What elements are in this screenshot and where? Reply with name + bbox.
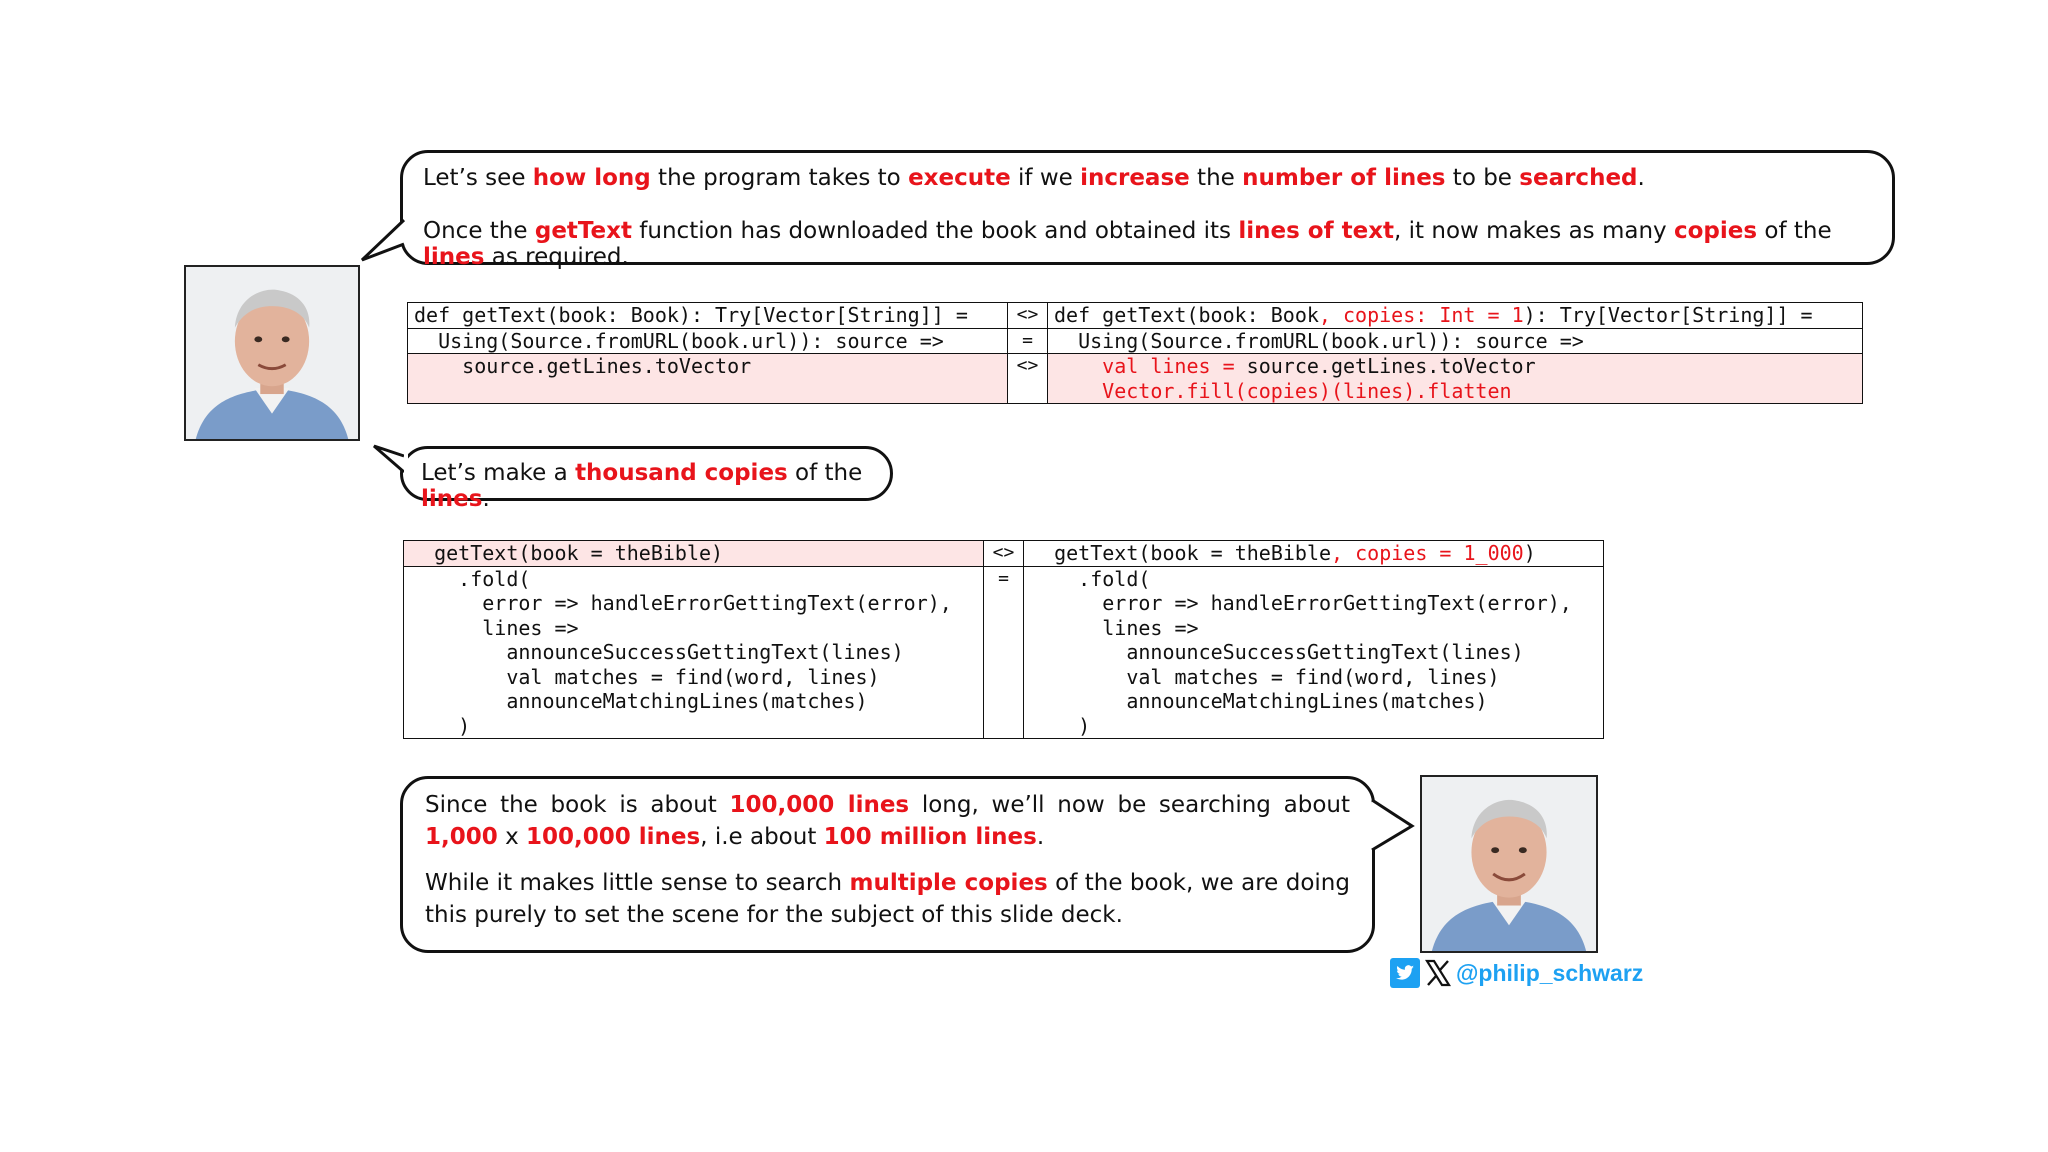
highlighted-text: thousand copies xyxy=(575,460,788,486)
text-run: function has downloaded the book and obtained its xyxy=(631,218,1239,244)
code-text: getText(book = theBible xyxy=(1030,541,1332,565)
text-run: the program takes to xyxy=(650,165,909,191)
diff-right-cell xyxy=(1048,354,1863,404)
diff-marker: = xyxy=(1008,328,1048,354)
text-run: Since the book is about xyxy=(425,792,730,818)
text-run: of the xyxy=(1757,218,1832,244)
text-run: Let’s see xyxy=(423,165,533,191)
highlighted-text: how long xyxy=(532,165,651,191)
code-text: .fold( error => handleErrorGettingText(error), lines => announceSuccessGettingText(lines) val matches = find(word, lines) announceMatchingLines(matches) ) xyxy=(1078,566,1572,738)
highlighted-text: lines of text xyxy=(1238,218,1395,244)
person-photo-icon xyxy=(186,267,358,439)
diff-right-cell xyxy=(1024,566,1604,739)
code-text: source.getLines.toVector xyxy=(1246,354,1536,378)
text-run: , i.e about xyxy=(700,824,824,850)
text-run: x xyxy=(497,824,526,850)
x-logo-icon xyxy=(1424,958,1452,988)
code-text: Using(Source.fromURL(book.url)): source => xyxy=(1054,328,1584,353)
code-highlight: , copies = 1_000 xyxy=(1331,541,1524,565)
diff-right-cell xyxy=(1048,328,1863,354)
diff-row xyxy=(408,303,1863,329)
highlighted-text: lines xyxy=(421,486,483,512)
diff-right-cell xyxy=(1048,303,1863,329)
text-run: if we xyxy=(1010,165,1081,191)
diff-table-fold xyxy=(403,540,1604,739)
code-text: ): Try[Vector[String]] = xyxy=(1523,303,1813,327)
person-photo-icon xyxy=(1422,777,1596,951)
text-run: of the xyxy=(787,460,863,486)
diff-right-cell xyxy=(1024,541,1604,567)
text-run: , it now makes as many xyxy=(1394,218,1674,244)
diff-marker: = xyxy=(984,566,1024,739)
diff-row xyxy=(408,354,1863,404)
highlighted-text: copies xyxy=(1673,218,1758,244)
text-run: to be xyxy=(1445,165,1520,191)
code-highlight: , copies: Int = 1 xyxy=(1318,303,1524,327)
bubble-tail-middle xyxy=(372,444,408,474)
twitter-handle[interactable]: @philip_schwarz xyxy=(1456,959,1644,986)
highlighted-text: multiple copies xyxy=(849,870,1048,896)
diff-left-cell xyxy=(408,303,1008,329)
diff-marker: <> xyxy=(1008,354,1048,404)
twitter-bird-icon xyxy=(1390,958,1420,988)
diff-row xyxy=(404,566,1604,739)
avatar-bottom xyxy=(1420,775,1598,953)
highlighted-text: searched xyxy=(1519,165,1638,191)
text-run: long, we’ll now be searching about xyxy=(909,792,1350,818)
speech-bubble-bottom xyxy=(400,776,1375,953)
diff-left-cell xyxy=(404,541,984,567)
diff-marker: <> xyxy=(1008,303,1048,329)
bubble-top-line2 xyxy=(423,218,1872,270)
code-text: .fold( error => handleErrorGettingText(error), lines => announceSuccessGettingText(lines) val matches = find(word, lines) announceMatchingLines(matches) ) xyxy=(458,566,952,738)
highlighted-text: getText xyxy=(534,218,632,244)
diff-left-cell xyxy=(404,566,984,739)
code-text: ) xyxy=(1523,541,1536,565)
highlighted-text: 100,000 lines xyxy=(729,792,910,818)
diff-row xyxy=(404,541,1604,567)
text-run: as required. xyxy=(484,244,629,270)
bubble-middle-text xyxy=(421,460,872,512)
highlighted-text: execute xyxy=(908,165,1011,191)
diff-row xyxy=(408,328,1863,354)
code-text: source.getLines.toVector xyxy=(414,354,752,378)
text-run: . xyxy=(482,486,490,512)
diff-marker: <> xyxy=(984,541,1024,567)
code-text: getText(book = theBible) xyxy=(410,541,724,565)
code-text: def getText(book: Book): Try[Vector[String]] = xyxy=(414,303,968,327)
highlighted-text: increase xyxy=(1080,165,1190,191)
highlighted-text: number of lines xyxy=(1242,165,1446,191)
code-text: Using(Source.fromURL(book.url)): source => xyxy=(414,328,944,353)
text-run: of the book, we are doing this purely to set the scene for the subject of this slide deck. xyxy=(425,870,1350,928)
bubble-bottom-para2 xyxy=(425,867,1350,931)
speech-bubble-top xyxy=(400,150,1895,270)
diff-left-cell xyxy=(408,354,1008,404)
highlighted-text: 1,000 xyxy=(425,824,498,850)
bubble-top-line1 xyxy=(423,165,1872,191)
text-run: . xyxy=(1036,824,1045,850)
highlighted-text: 100 million lines xyxy=(823,824,1037,850)
diff-left-cell xyxy=(408,328,1008,354)
bubble-tail-bottom xyxy=(1364,798,1416,854)
text-run: While it makes little sense to search xyxy=(425,870,850,896)
highlighted-text: 100,000 lines xyxy=(526,824,701,850)
text-run: . xyxy=(1637,165,1645,191)
avatar-top xyxy=(184,265,360,441)
code-highlight: val lines = xyxy=(1054,354,1247,378)
twitter-handle-block[interactable] xyxy=(1390,958,1643,988)
text-run: the xyxy=(1189,165,1243,191)
code-highlight: Vector.fill(copies)(lines).flatten xyxy=(1054,378,1512,403)
text-run: Let’s make a xyxy=(421,460,576,486)
bubble-bottom-para1 xyxy=(425,789,1350,853)
speech-bubble-middle xyxy=(400,446,893,512)
text-run: Once the xyxy=(423,218,535,244)
code-text: def getText(book: Book xyxy=(1054,303,1319,327)
bubble-tail-top xyxy=(360,218,410,262)
diff-table-gettext xyxy=(407,302,1863,404)
highlighted-text: lines xyxy=(423,244,485,270)
